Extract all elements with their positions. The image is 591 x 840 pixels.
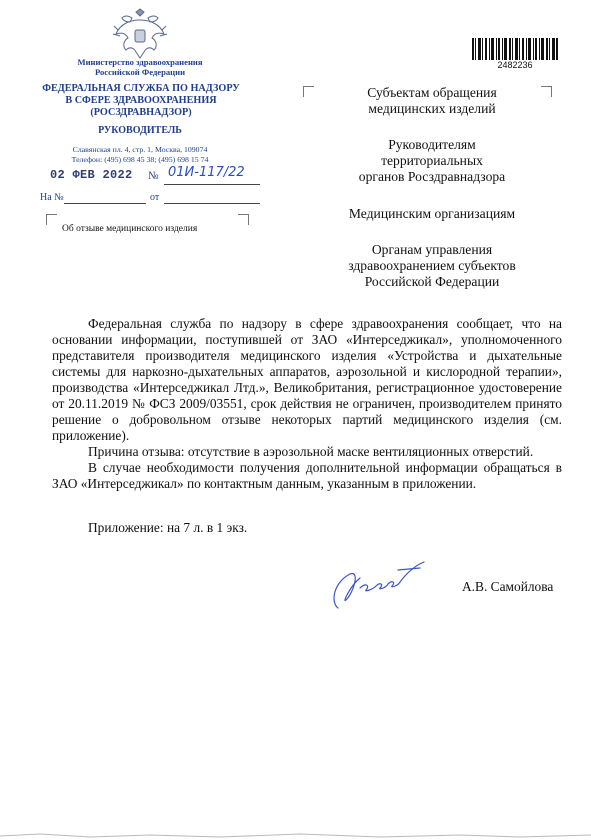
agency-line-3: (РОСЗДРАВНАДЗОР): [90, 107, 192, 118]
body-paragraph-contact: В случае необходимости получения дополнительной информации обращаться в ЗАО «Интерседжикал» по контактным данным, указанным в приложении.: [52, 460, 562, 491]
recipient-corner-right: [541, 86, 552, 97]
head-title: РУКОВОДИТЕЛЬ: [98, 125, 182, 136]
agency-name: [28, 83, 254, 119]
recipient-line: Органам управления: [371, 242, 493, 257]
recipient-line: Медицинским организациям: [348, 206, 516, 221]
barcode-number: 2482236: [497, 60, 533, 70]
ministry-line-2: Российской Федерации: [94, 67, 186, 77]
recipient-line: Российской Федерации: [364, 274, 500, 289]
ministry-line-1: Министерство здравоохранения: [77, 57, 203, 67]
registration-row: [40, 167, 260, 189]
body-paragraph-main: Федеральная служба по надзору в сфере здравоохранения сообщает, что на основании информации, поступившей от ЗАО «Интерседжикал», уполномоченного представителя производителя медицинского изделия «Устройства и дыхательные системы для наркозно-дыхательных аппаратов, аэрозольной и кислородной терапии», производства «Интерседжикал Лтд.», Великобритания, регистрационное удостоверение от 20.11.2019 № ФСЗ 2009/03551, срок действия не ограничен, производителем принято решение о добровольном отзыве некоторых партий медицинского изделия (см. приложение).: [52, 316, 562, 443]
reference-row: [40, 190, 260, 208]
recipient-line: медицинских изделий: [368, 101, 496, 116]
recipient-line: органов Росздравнадзора: [358, 169, 506, 184]
registration-number-handwritten: 01И-117/22: [168, 165, 245, 180]
recipient-line: Субъектам обращения: [367, 85, 497, 100]
agency-line-2: В СФЕРЕ ЗДРАВООХРАНЕНИЯ: [65, 95, 217, 106]
reference-number-label: На №: [40, 192, 64, 203]
recipient-item: [322, 137, 542, 185]
signer-name: А.В. Самойлова: [462, 579, 554, 594]
registration-number-line: [164, 184, 260, 185]
agency-line-1: ФЕДЕРАЛЬНАЯ СЛУЖБА ПО НАДЗОРУ: [42, 83, 240, 94]
russian-coat-of-arms-icon: [112, 8, 168, 60]
page-edge-decoration: [0, 832, 591, 840]
barcode-icon: [472, 38, 558, 60]
recipient-item: [322, 206, 542, 222]
attachment-line: Приложение: на 7 л. в 1 экз.: [88, 520, 248, 535]
recipients-block: [322, 85, 542, 310]
recipient-line: Руководителям: [388, 137, 476, 152]
recipient-line: здравоохранением субъектов: [348, 258, 516, 273]
reference-number-line: [64, 203, 146, 204]
address-line-1: Славянская пл. 4, стр. 1, Москва, 109074: [72, 145, 208, 154]
letter-body: [52, 316, 562, 492]
agency-address: [30, 145, 250, 165]
recipient-item: [322, 85, 542, 117]
reference-date-label: от: [150, 192, 160, 203]
ministry-name: [30, 57, 250, 77]
reference-date-line: [164, 203, 260, 204]
subject-corner-right: [238, 214, 249, 225]
body-paragraph-reason: Причина отзыва: отсутствие в аэрозольной маске вентиляционных отверстий.: [88, 444, 534, 459]
address-line-2: Телефон: (495) 698 45 38; (495) 698 15 74: [71, 155, 209, 164]
subject-corner-left: [46, 214, 57, 225]
recipient-corner-left: [303, 86, 314, 97]
registration-number-label: №: [148, 170, 159, 182]
recipient-item: [322, 242, 542, 290]
subject-line: Об отзыве медицинского изделия: [62, 224, 198, 234]
handwritten-signature-icon: [320, 552, 440, 622]
recipient-line: территориальных: [381, 153, 483, 168]
registration-date-stamp: 02 ФЕВ 2022: [50, 168, 133, 182]
